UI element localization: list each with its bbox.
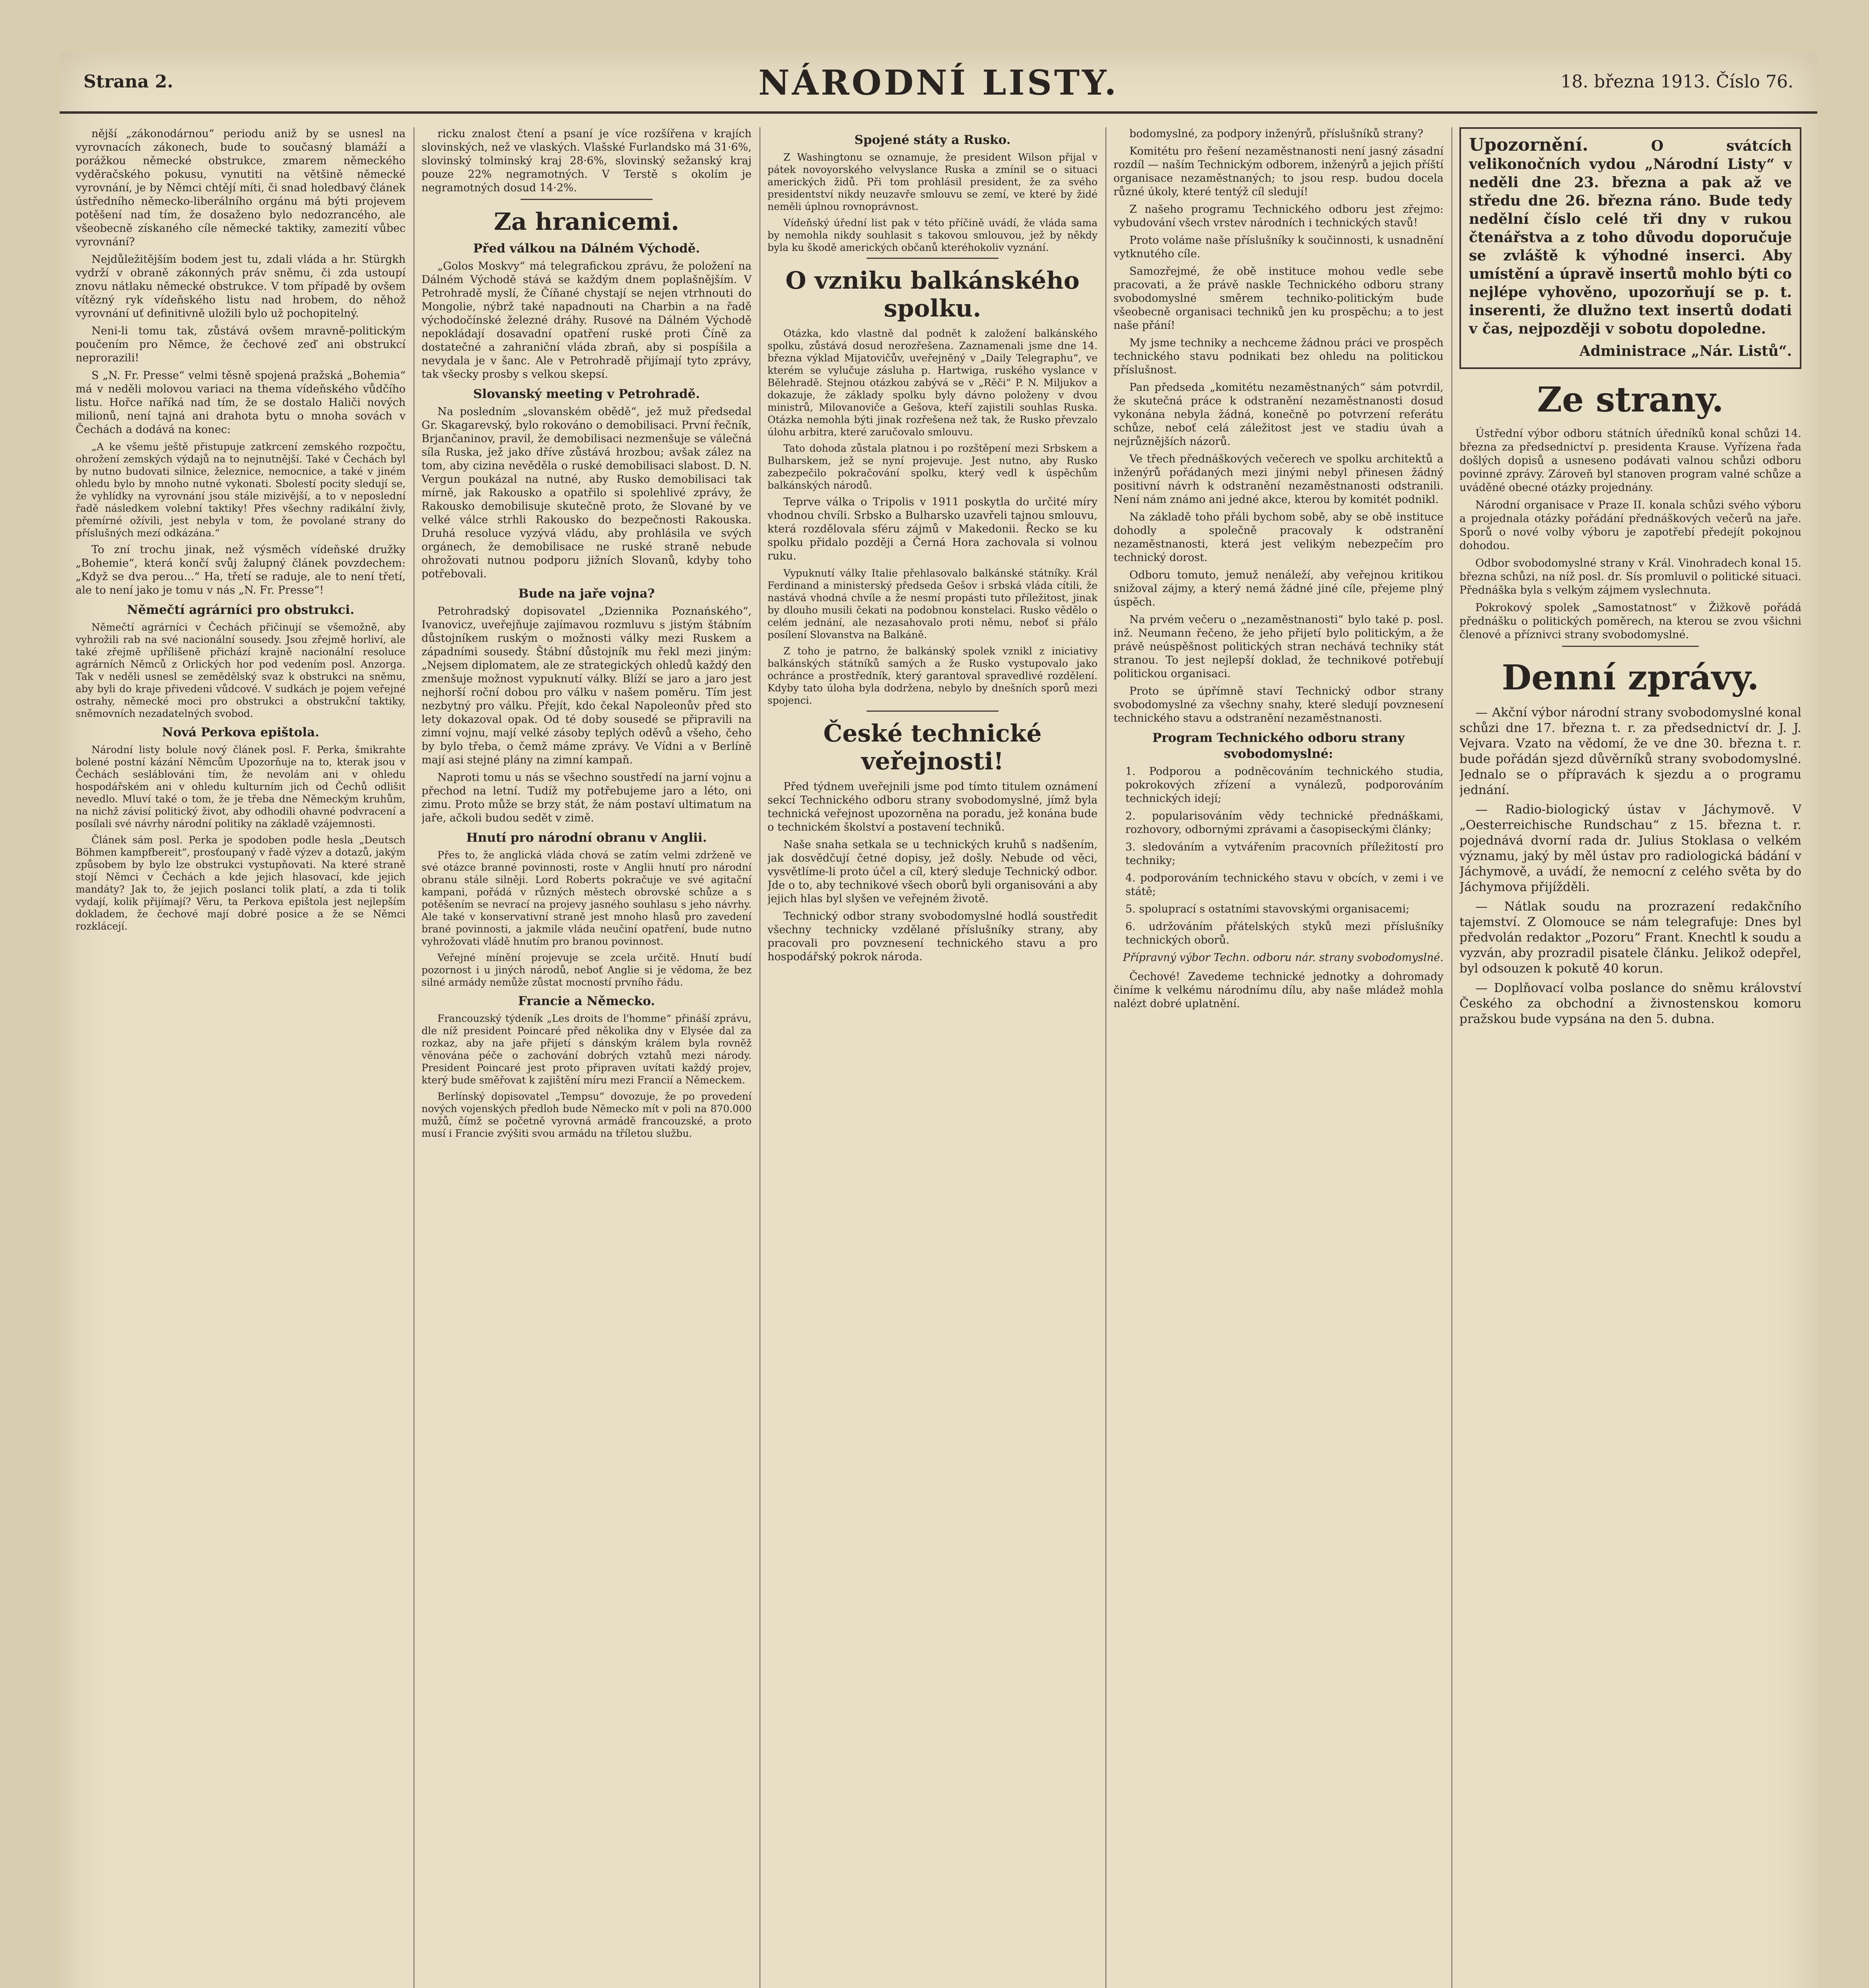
paragraph: Komitétu pro řešení nezaměstnanosti není jasný zásadní rozdíl — naším Technickým odborem, inženýrů a jejich příští organisace nezaměstnaných; to jsou resp. budou docela různé úkoly, které tentýž cíl sledují! bbox=[1113, 145, 1444, 198]
paragraph: Neni-li tomu tak, zůstává ovšem mravně-politickým poučením pro Němce, že čechové zeď ani obstrukcí neprorazili! bbox=[76, 325, 406, 364]
section-heading: Ze strany. bbox=[1537, 380, 1724, 420]
notice-body: O svátcích velikonočních vydou „Národní Listy“ v neděli dne 23. března a pak až ve středu dne 26. března ráno. Bude tedy nedělní číslo celé tři dny v rukou čtenářstva a z toho důvodu doporučuje se zvláště k výhodné inserci. Aby umístění a úpravě insertů mohlo býti co nejlépe vyhověno, upozorňují se p. t. inserenti, že dlužno text insertů dodati v čas, nejpozději v sobotu dopoledne. bbox=[1469, 138, 1792, 337]
paragraph: nější „zákonodárnou“ periodu aniž by se usnesl na vyrovnacích zákonech, bude to současný blamáží a porážkou německé obstrukce, zmarem německého vyděračského pokusu, vynutiti na většině německé vyrovnání, je by Němci chtějí míti, či snad holedbavý článek ústředního německo-liberálního orgánu má býti projevem potěšení nad tím, že dosaženo bylo nedozrancého, ale všeobecně získaného cíle německé taktiky, zamezití vůbec vyrovnání? bbox=[76, 128, 406, 248]
paragraph: Vídeňský úřední list pak v této příčině uvádí, že vláda sama by nemohla nikdy souhlasit s takovou smlouvou, jež by někdy byla ku škodě amerických občanů kteréhokoliv vyznání. bbox=[767, 217, 1098, 253]
paragraph: Vypuknutí války Italie přehlasovalo balkánské státníky. Král Ferdinand a ministerský předseda Gešov i srbská vláda cítili, že nastává vhodná chvíle a že nesmí propásti tuto příležitost, jinak by dlouho musili čekati na podobnou konstelaci. Rusko vědělo o celém jednání, ale nezasahovalo proti němu, neboť si přálo posílení Slovanstva na Balkáně. bbox=[767, 567, 1098, 641]
subheading: Francie a Německo. bbox=[518, 994, 655, 1008]
paragraph: My jsme techniky a nechceme žádnou práci ve prospěch technického stavu podnikati bez ohledu na politickou příslušnost. bbox=[1113, 337, 1444, 376]
list-item: 5. spoluprací s ostatními stavovskými organisacemi; bbox=[1125, 903, 1410, 915]
list-item: 4. podporováním technického stavu v obcích, v zemi i ve státě; bbox=[1125, 872, 1444, 898]
paragraph: Před týdnem uveřejnili jsme pod tímto titulem oznámení sekcí Technického odboru strany svobodomyslné, jímž byla technická veřejnost upozorněna na poradu, jež konána bude o technickém školství a postavení techniků. bbox=[767, 780, 1098, 833]
paragraph: Pan předseda „komitétu nezaměstnaných“ sám potvrdil, že skutečná práce k odstranění nezaměstnanosti dosud vykonána nebyla žádná, konečně po potvrzení referátu schůze, neboť celá záležitost jest ve stadiu úvah a nejrůznějších názorů. bbox=[1113, 381, 1444, 448]
paragraph: Proto se úpřímně staví Technický odbor strany svobodomyslné za všechny snahy, které sledují povznesení technického stavu a odstranění nezaměstnanosti. bbox=[1113, 685, 1444, 724]
paragraph: Odbor svobodomyslné strany v Král. Vinohradech konal 15. března schůzi, na níž posl. dr. Sís promluvil o politické situaci. Přednáška byla s velkým zájmem vyslechnuta. bbox=[1459, 557, 1801, 596]
column-2 bbox=[422, 127, 752, 1988]
subheading: Nová Perkova epištola. bbox=[162, 725, 319, 740]
paragraph: „Golos Moskvy“ má telegrafickou zprávu, že položení na Dálném Východě stává se každým dnem poplašnějším. V Petrohradě myslí, že Číňané chystají se nejen vtrhnouti do Mongolie, nýbrž také napadnouti na Charbin a na řadě východočínské železné dráhy. Rusové na Dálném Východě nepokládají dosavadní opatření ruské proti Číně za dostatečné a zahraniční vláda zbraň, aby si pospíšila a nevydala je v šanc. Ale v Petrohradě přijímají tyto zprávy, tak všecky prosby s velkou skepsí. bbox=[422, 260, 752, 381]
newspaper-title: NÁRODNÍ LISTY. bbox=[758, 63, 1119, 103]
list-item: 6. udržováním přátelských styků mezi příslušníky technických oborů. bbox=[1125, 920, 1444, 946]
list-item: 3. sledováním a vytvářením pracovních příležitostí pro techniky; bbox=[1125, 841, 1444, 867]
notice-signature: Administrace „Nár. Listů“. bbox=[1579, 343, 1792, 359]
paragraph: Přes to, že anglická vláda chová se zatím velmi zdrženě ve své otázce branné povinnosti, roste v Anglii hnutí pro národní obranu stále silněji. Lord Roberts pokračuje ve své agitační kampani, pořádá v různých městech obrovské schůze a s potěšením se nevrací na projevy jasného souhlasu s jeho návrhy. Ale také v konservativní straně jest mnoho hlasů pro zavedení brané povinnosti, a jakmile vláda neučiní opatření, bude nutno vyhrožovati vládě hnutím pro branou povinnost. bbox=[422, 849, 752, 947]
divider bbox=[867, 711, 999, 712]
paragraph: Na prvém večeru o „nezaměstnanosti“ bylo také p. posl. inž. Neumann řečeno, že jeho přijetí bylo politickým, a že právě neúspěšnost politických stran nechává techniky stát stranou. To jest nejlepší doklad, že technikové potřebují politickou organisaci. bbox=[1113, 613, 1444, 680]
column-1 bbox=[76, 127, 406, 1988]
paragraph: Otázka, kdo vlastně dal podnět k založení balkánského spolku, zůstává dosud nerozřešena. Zaznamenali jsme dne 14. března výklad Mijatovičův, uveřejněný v „Daily Telegraphu“, ve kterém se vylučuje zásluha p. Hartwiga, ruského vyslance v Bělehradě. Stejnou otázkou zabývá se v „Rěči“ P. N. Miljukov a dokazuje, že základy spolku byly dávno položeny v dvou ministrů, Milovanoviče a Gešova, kteří zajistili souhlas Ruska. Otázka nemohla býti jinak rozřešena než tak, že Rusko převzalo úlohu arbitra, které zaručovalo smlouvu. bbox=[767, 328, 1098, 438]
notice-title: Upozornění. bbox=[1469, 135, 1589, 155]
paragraph: Odboru tomuto, jemuž nenáleží, aby veřejnou kritikou snižoval zájmy, a který nemá žádné jiné cíle, přejeme plný úspěch. bbox=[1113, 569, 1444, 608]
paragraph: Národní listy bolule nový článek posl. F. Perka, šmikrahte bolené postní kázání Němcům Upozorňuje na to, kterak jsou v Čechách sesláblováni tím, že nevolám ani v ohledu hospodářském ani v ohledu kulturním jich od Čechů odlišit nevedlo. Mluví také o tom, že je třeba dne Německým kruhům, na nichž závisí politický život, aby odhodili ohavné podvracení a posílali své návrhy národní politiky na základě vzájemnosti. bbox=[76, 744, 406, 829]
paragraph: Ústřední výbor odboru státních úředníků konal schůzi 14. března za předsednictví p. presidenta Krause. Vyřízena řada došlých dopisů a usneseno podávati valnou schůzi odboru povinné zprávy. Zároveň byl stanoven program valné schůze a uváděné obecné otázky projednány. bbox=[1459, 427, 1801, 494]
paragraph: Tato dohoda zůstala platnou i po rozštěpení mezi Srbskem a Bulharskem, jež se nyní projevuje. Jest nutno, aby Rusko zabezpečilo pokračování spolku, který vedl k úspěchům balkánských národů. bbox=[767, 443, 1098, 491]
subheading: Před válkou na Dálném Východě. bbox=[473, 241, 700, 256]
paragraph: Z našeho programu Technického odboru jest zřejmo: vybudování všech vrstev národních i technických stavů! bbox=[1113, 203, 1444, 229]
subheading: Hnutí pro národní obranu v Anglii. bbox=[466, 831, 707, 845]
quotation: „A ke všemu ještě přistupuje zatkrcení zemského rozpočtu, ohrožení zemských výdajů na to nejnutnější. Také v Čechách byl by nutno budovati silnice, železnice, nemocnice, a také v jiném ohledu bylo by mnoho nutné vykonati. Sbolestí pocity sledují se, že vyhlídky na vyrovnání jsou stále mizivější, a to v neposlední řadě následkem volební taktiky! Přes všechny radikální živly, přemírné ožívili, jest nebyla v tom, že povolané strany do příslušných mezí odkázána.“ bbox=[76, 441, 406, 539]
paragraph: Pokrokový spolek „Samostatnost“ v Žižkově pořádá přednášku o politických poměrech, na kterou se zvou všichni členové a příznivci strany svobodomyslné. bbox=[1459, 602, 1801, 641]
column-5 bbox=[1459, 127, 1801, 1988]
paragraph: Nejdůležitějším bodem jest tu, zdali vláda a hr. Stürgkh vydrží v obraně zákonných práv sněmu, či zda ustoupí znovu nátlaku německé obstrukce. V tom případě by ovšem vítězný ryk vídeňského listu nad hrobem, do něhož vyrovnání uť definitivně uložili bylo už pochopitelný. bbox=[76, 253, 406, 320]
subheading: Němečtí agrárníci pro obstrukci. bbox=[126, 603, 355, 617]
divider bbox=[867, 258, 999, 259]
paragraph: bodomyslné, za podpory inženýrů, příslušníků strany? bbox=[1129, 128, 1424, 140]
paragraph: Naproti tomu u nás se všechno soustředí na jarní vojnu a přechod na letní. Tudíž my potřebujeme jaro a léto, oni zimu. Proto může se brzy stát, že nám postaví ultimatum na jaře, ačkoli budou sedět v zimě. bbox=[422, 771, 752, 824]
signature: Přípravný výbor Techn. odboru nár. strany svobodomyslné. bbox=[1123, 951, 1444, 964]
column-divider bbox=[1105, 127, 1106, 1988]
subheading: Slovanský meeting v Petrohradě. bbox=[473, 387, 700, 401]
masthead bbox=[60, 52, 1817, 114]
paragraph: Francouzský týdeník „Les droits de l'homme“ přináší zprávu, dle níž president Poincaré před několika dny v Elysée dal za rozkaz, aby na jaře přijetí s dánským králem byla rovněž věnována péče o zachování dobrých vztahů mezi národy. President Poincaré jest proto připraven uvítati každý projev, který bude směřovat k zajištění míru mezi Francií a Německem. bbox=[422, 1013, 752, 1086]
column-4 bbox=[1113, 127, 1444, 1988]
page-number: Strana 2. bbox=[84, 72, 173, 92]
paragraph: Z Washingtonu se oznamuje, že president Wilson přijal v pátek novoyorského velvyslance Ruska a zmínil se o situaci amerických židů. Při tom prohlásil president, že za svého presidentství nikdy neuzavře smlouvu se zemí, ve které by židé neměli úplnou rovnoprávnost. bbox=[767, 151, 1098, 212]
paragraph: Berlínský dopisovatel „Tempsu“ dovozuje, že po provedení nových vojenských předloh bude Německo mít v poli na 870.000 mužů, čímž se početně vyrovná armádě francouzské, a proto musí i Francie zvýšiti svou armádu na tříletou službu. bbox=[422, 1091, 752, 1139]
subheading: Bude na jaře vojna? bbox=[518, 586, 655, 601]
list-item: 1. Podporou a podněcováním technického studia, pokrokových zřízení a vynálezů, podporováním technických idejí; bbox=[1125, 765, 1444, 805]
section-heading: O vzniku balkánského spolku. bbox=[785, 267, 1080, 322]
divider bbox=[521, 199, 653, 200]
paragraph: Národní organisace v Praze II. konala schůzi svého výboru a projednala otázky pořádání přednáškových večerů na jaře. Sporů o nové volby výboru je zapotřebí předejít pokojnou dohodou. bbox=[1459, 499, 1801, 552]
paragraph: Článek sám posl. Perka je spodoben podle hesla „Deutsch Böhmen kampfbereit“, prosťoupaný v řadě výzev a dotazů, jakým způsobem by bylo lze obstrukci vystupňovati. Na které straně stojí Němci v Čechách a kde jejich hlasovací, kde jejich mandáty? Jak to, že jejich poslanci tolik platí, a zda ti tolik vydají, kolik přijímají? Věru, ta Perkova epištola jest nejlepším dokladem, že čechové mají dobré posice a že se Němci rozklácejí. bbox=[76, 834, 406, 932]
notice-box bbox=[1459, 127, 1801, 369]
paragraph: Veřejné mínění projevuje se zcela určitě. Hnutí budí pozornost i u jiných národů, neboť Anglie si je vědoma, že bez silné armády nemůže zůstat mocností prvního řádu. bbox=[422, 952, 752, 988]
paragraph: Teprve válka o Tripolis v 1911 poskytla do určité míry vhodnou chvíli. Srbsko a Bulharsko uzavřeli tajnou smlouvu, která rozdělovala sféru zájmů v Makedonii. Řecko se ku spolku přidalo později a Černá Hora zachovala si volnou ruku. bbox=[767, 496, 1098, 562]
paragraph: Ve třech přednáškových večerech ve spolku architektů a inženýrů pořádaných mezi jinými nebyl přinesen žádný positivní návrh k odstranění nezaměstnanosti odstranili. Není nám známo ani jedné akce, kterou by komitét podnikl. bbox=[1113, 453, 1444, 506]
paragraph: S „N. Fr. Presse“ velmi těsně spojená pražská „Bohemia“ má v neděli molovou variaci na thema vídeňského vůdčího listu. Hořce naříká nad tím, že se dostalo Haliči nových milionů, není tajná ani drahota bytu o mnoha sovách v Čechách a dodává na konec: bbox=[76, 369, 406, 436]
paragraph: Na základě toho přáli bychom sobě, aby se obě instituce dohodly a společně pracovaly k odstranění nezaměstnanosti, která jest velikým nebezpečím pro technický dorost. bbox=[1113, 511, 1444, 564]
subheading: Spojené státy a Rusko. bbox=[854, 133, 1011, 147]
paragraph: Naše snaha setkala se u technických kruhů s nadšením, jak dosvědčují četné dopisy, jež došly. Nebude od věci, vysvětlíme-li proto účel a cíl, který sleduje Technický odbor. Jde o to, aby technikové všech oborů byli organisováni a aby jejich hlas byl slyšen ve veřejném životě. bbox=[767, 839, 1098, 905]
paragraph: ricku znalost čtení a psaní je více rozšířena v krajích slovinských, než ve vlaských. Vlašské Furlandsko má 31·6%, slovinský tolminský kraj 28·6%, slovinský sežanský kraj pouze 22% negramotných. V Terstě s okolím je negramotných dosud 14·2%. bbox=[422, 128, 752, 194]
paragraph: To zní trochu jinak, než výsměch vídeňské družky „Bohemie“, která končí svůj žalupný článek povzdechem: „Když se dva perou...“ Ha, třetí se raduje, ale to není třetí, ale to není jako je tomu v nás „N. Fr. Presse“! bbox=[76, 544, 406, 596]
paragraph: Technický odbor strany svobodomyslné hodlá soustředit všechny technicky vzdělané příslušníky strany, aby pracovali pro povznesení technického stavu a pro hospodářský pokrok národa. bbox=[767, 910, 1098, 963]
subheading: Program Technického odboru strany svobodomyslné: bbox=[1152, 731, 1405, 761]
paragraph: Němečtí agrárníci v Čechách přičinují se všemožně, aby vyhrožili rab na své nacionální sousedy. Jsou zřejmě horliví, ale také zřejmě upřílišeně přichází krajně nacionální resoluce agrárních Němců z Orlických hor pod vedením posl. Anzorga. Tak v neděli usnesl se zemědělský svaz k obstrukci na sněmu, aby byli do kraje přivedeni vůdcové. V sudkách je pojem veřejné ostrahy, německé moci pro obstrukci a obstrukční taktiky, sněmovních nezadatelných svobod. bbox=[76, 621, 406, 719]
paragraph: Čechové! Zavedeme technické jednotky a dohromady činíme k velkému národnímu dílu, aby naše mládež mohla nalézt dobré uplatnění. bbox=[1113, 971, 1444, 1010]
paragraph: Petrohradský dopisovatel „Dziennika Poznańského“, Ivanovicz, uveřejňuje zajímavou rozmluvu s jistým štábním důstojníkem ruským o možnosti války mezi Ruskem a západními sousedy. Štábní důstojník mu řekl mezi jiným: „Nejsem diplomatem, ale ze strategických ohledů každý den zmenšuje možnost vypuknutí války. Blíží se jaro a jaro jest nejhorší roční dobou pro válku v našem poměru. Tím jest nezbytný pro válku. Přejít, kdo čekal Napoleonův před sto lety dokazoval opak. Od té doby sousedé se připravili na zimní vojnu, mají velké zásoby teplých oděvů a všeho, čeho by bylo třeba, o čemž máme zprávy. Ve Vídni a v Berlíně mají asi stejné plány na zimní kampaň. bbox=[422, 605, 752, 766]
paragraph: — Akční výbor národní strany svobodomyslné konal schůzi dne 17. března t. r. za předsednictví dr. J. J. Vejvara. Vzato na vědomí, že ve dne 30. března t. r. bude pořádán sjezd důvěrníků strany svobodomyslné. Jednalo se o přípravách k sjezdu a o programu jednání. bbox=[1459, 705, 1801, 797]
list-item: 2. popularisováním vědy technické přednáškami, rozhovory, odbornými zprávami a časopiseckými články; bbox=[1125, 810, 1444, 836]
section-heading: Za hranicemi. bbox=[494, 208, 679, 236]
issue-date: 18. března 1913. Číslo 76. bbox=[1560, 72, 1793, 92]
divider bbox=[1562, 646, 1699, 647]
column-divider bbox=[1451, 127, 1452, 1988]
section-heading: Denní zprávy. bbox=[1502, 658, 1759, 698]
paragraph: Proto voláme naše příslušníky k součinnosti, k usnadnění vytknutého cíle. bbox=[1113, 234, 1444, 260]
paragraph: — Doplňovací volba poslance do sněmu království Českého za obchodní a živnostenskou komoru pražskou bude vypsána na den 5. dubna. bbox=[1459, 981, 1801, 1026]
newspaper-page bbox=[60, 52, 1817, 1988]
paragraph: — Radio-biologický ústav v Jáchymově. V „Oesterreichische Rundschau“ z 15. března t. r. pojednává dvorní rada dr. Julius Stoklasa o velkém významu, jaký by měl ústav pro radiologická bádání v Jáchymově, a uvádí, že nemocní z celého světa by do Jáchymova přijížděli. bbox=[1459, 802, 1801, 894]
paragraph: Na posledním „slovanském obědě“, jež muž předsedal Gr. Skagarevský, bylo rokováno o demobilisaci. První řečník, Brjančaninov, pravil, že demobilisaci nezmenšuje se válečná síla Ruska, jež jako dříve zůstává hrozbou; avšak zález na tom, aby cizina nevěděla o ruské demobilisaci slabost. D. N. Vergun poukázal na nutné, aby Rusko demobilisaci tak mírně, jak Rakousko a opatřilo si spolehlivé zprávy, že Rakousko demobilisuje skutečně proto, že Slované by ve velké válce strhli Rakousko do bezpečnosti Rakouska. Druhá resoluce vyzývá vládu, aby prohlásila ve svých orgánech, že demobilisace ne ruské straně nebude ohrožovati nutnou podporu jižních Slovanů, kdyby toho potřebovali. bbox=[422, 406, 752, 580]
section-heading: České technické veřejnosti! bbox=[823, 720, 1042, 775]
paragraph: — Nátlak soudu na prozrazení redakčního tajemství. Z Olomouce se nám telegrafuje: Dnes byl předvolán redaktor „Pozoru“ Frant. Knechtl k soudu a vyzván, aby prozradil pisatele článku. Jelikož odepřel, byl odsouzen k pokutě 40 korun. bbox=[1459, 899, 1801, 976]
column-3 bbox=[767, 127, 1098, 1988]
paragraph: Z toho je patrno, že balkánský spolek vznikl z iniciativy balkánských státníků samých a že Rusko vystupovalo jako ochránce a prostředník, který garantoval spravedlivé rozdělení. Kdyby tato úloha byla dodržena, nebylo by dnešních sporů mezi spojenci. bbox=[767, 645, 1098, 706]
paragraph: Samozřejmé, že obě instituce mohou vedle sebe pracovati, a že právě naskle Technického odboru strany svobodomyslné směrem techniko-politickým bude všeobecně organisaci techniků jen ku prospěchu; a to jest naše přání! bbox=[1113, 265, 1444, 332]
